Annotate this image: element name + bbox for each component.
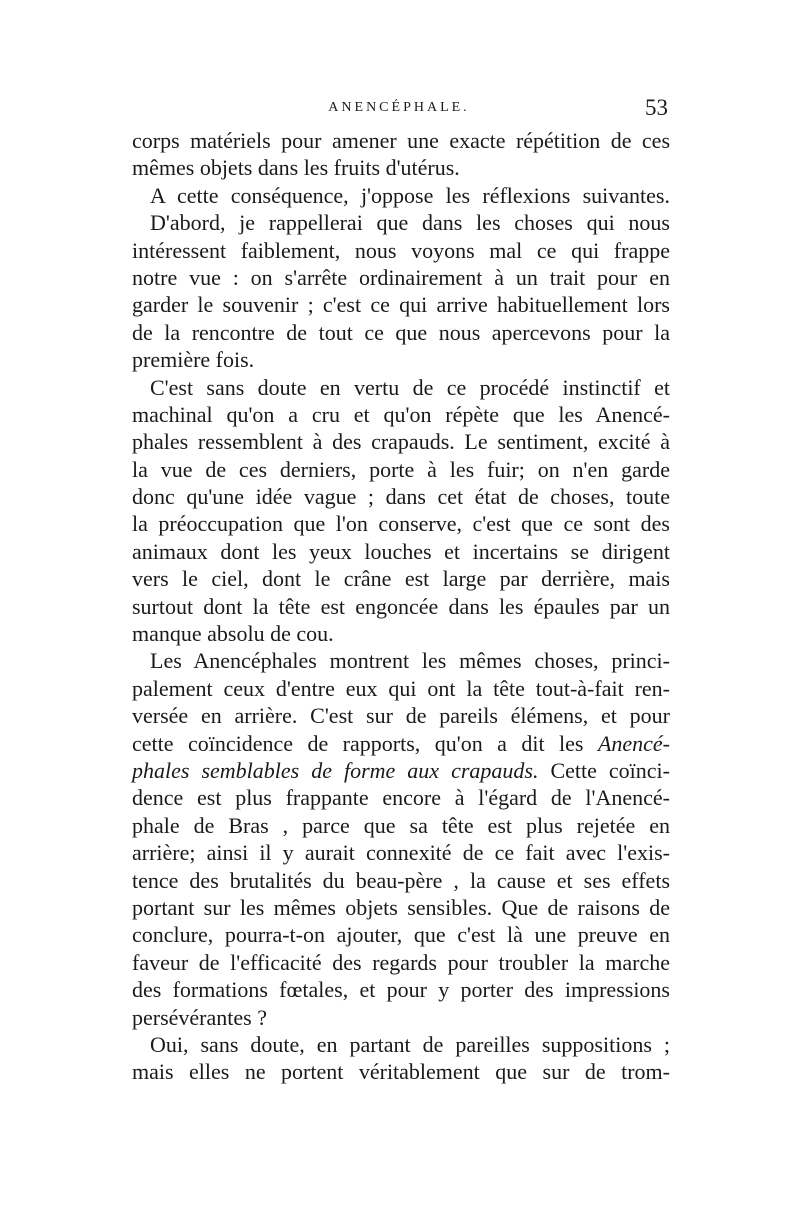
text-line: vers le ciel, dont le crâne est large par derrière, mais (132, 566, 670, 592)
text-line: faveur de l'efficacité des regards pour troubler la marche (132, 949, 670, 975)
text-line: D'abord, je rappellerai que dans les choses qui nous (150, 210, 670, 236)
body-text (132, 127, 670, 1086)
text-line (132, 757, 670, 784)
text-line: mêmes objets dans les fruits d'utérus. (132, 155, 460, 181)
text-line: conclure, pourra-t-on ajouter, que c'est là une preuve en (132, 922, 670, 948)
text-line: phales ressemblent à des crapauds. Le sentiment, excité à (132, 429, 670, 455)
text-line: la préoccupation que l'on conserve, c'est que ce sont des (132, 511, 670, 537)
text-line: arrière; ainsi il y aurait connexité de ce fait avec l'exis- (132, 840, 670, 866)
running-head (130, 95, 668, 120)
text-line: la vue de ces derniers, porte à les fuir; on n'en garde (132, 456, 670, 482)
text-line: dence est plus frappante encore à l'égard de l'Anencé- (132, 785, 670, 811)
text-line: donc qu'une idée vague ; dans cet état de choses, toute (132, 484, 670, 510)
text-line: surtout dont la tête est engoncée dans les épaules par un (132, 593, 670, 619)
text-line: versée en arrière. C'est sur de pareils élémens, et pour (132, 703, 670, 729)
text-line: corps matériels pour amener une exacte répétition de ces (132, 128, 670, 153)
text-line: de la rencontre de tout ce que nous apercevons pour la (132, 319, 670, 345)
text-segment: cette coïncidence de rapports, qu'on a dit les (132, 730, 584, 756)
page-number: 53 (645, 95, 668, 120)
text-line (132, 730, 670, 757)
text-line: persévérantes ? (132, 1004, 267, 1030)
text-segment: Cette coïnci- (550, 757, 670, 783)
text-line: C'est sans doute en vertu de ce procédé instinctif et (150, 374, 670, 400)
text-line: intéressent faiblement, nous voyons mal ce qui frappe (132, 237, 670, 263)
italic-text-segment: Anencé- (597, 730, 670, 756)
text-line: portant sur les mêmes objets sensibles. Que de raisons de (132, 894, 670, 920)
text-line: garder le souvenir ; c'est ce qui arrive habituellement lors (132, 292, 670, 318)
text-line: animaux dont les yeux louches et incertains se dirigent (132, 538, 670, 564)
text-line: machinal qu'on a cru et qu'on répète que les Anencé- (132, 401, 670, 427)
italic-text-segment: phales semblables de forme aux crapauds. (132, 757, 539, 783)
text-line: tence des brutalités du beau-père , la cause et ses effets (132, 867, 670, 893)
text-line: Les Anencéphales montrent les mêmes choses, princi- (150, 648, 670, 674)
text-line: manque absolu de cou. (132, 621, 334, 647)
text-line: phale de Bras , parce que sa tête est plus rejetée en (132, 812, 670, 838)
text-line: des formations fœtales, et pour y porter des impressions (132, 977, 670, 1003)
running-title: ANENCÉPHALE. (328, 100, 470, 115)
text-line: première fois. (132, 347, 255, 373)
text-line: notre vue : on s'arrête ordinairement à un trait pour en (132, 264, 670, 290)
text-line: A cette conséquence, j'oppose les réflexions suivantes. (150, 182, 670, 208)
text-line: palement ceux d'entre eux qui ont la tête tout-à-fait ren- (132, 675, 670, 701)
text-line: mais elles ne portent véritablement que sur de trom- (132, 1059, 670, 1085)
text-line: Oui, sans doute, en partant de pareilles suppositions ; (150, 1031, 670, 1057)
